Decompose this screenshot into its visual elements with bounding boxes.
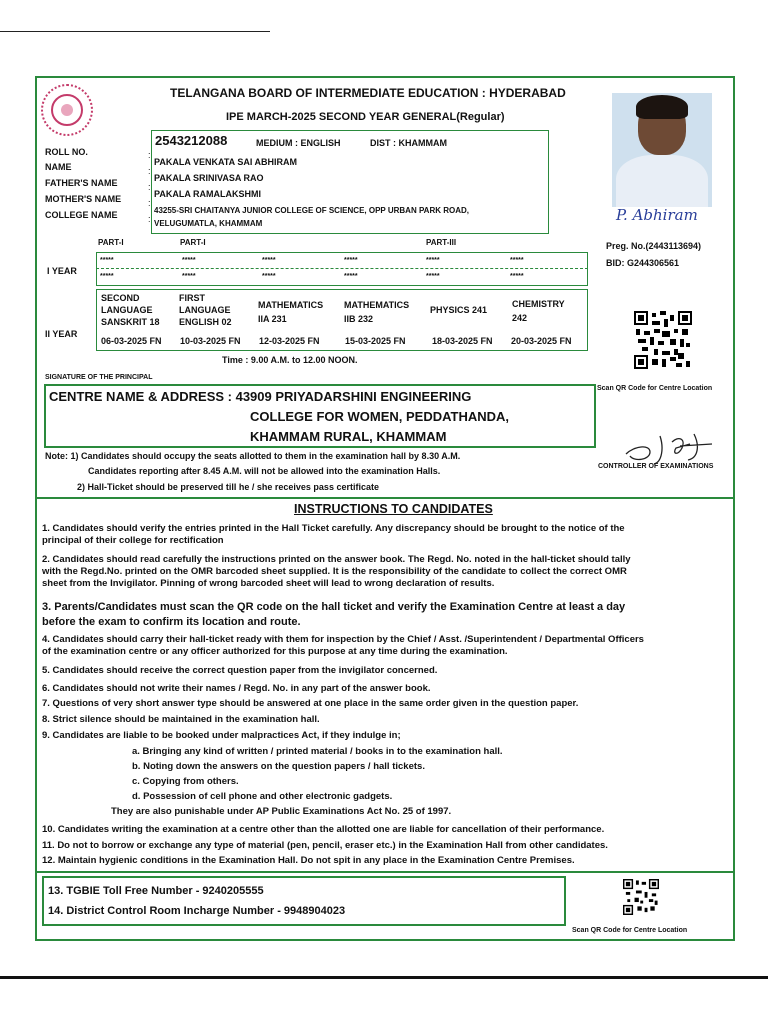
y1-cell: ***** <box>182 273 196 280</box>
subject-physics: PHYSICS 241 <box>430 305 488 315</box>
instruction-9e: They are also punishable under AP Public Examinations Act No. 25 of 1997. <box>111 806 452 817</box>
y1-cell: ***** <box>262 273 276 280</box>
section-divider <box>37 497 733 499</box>
subject-maths-iib: MATHEMATICS IIB 232 <box>344 300 410 324</box>
exam-date: 18-03-2025 FN <box>432 336 493 346</box>
controller-label: CONTROLLER OF EXAMINATIONS <box>598 463 714 470</box>
qr-code-icon[interactable] <box>623 879 659 915</box>
part-2-heading: PART-I <box>180 238 206 247</box>
subject-chemistry: CHEMISTRY 242 <box>512 299 565 323</box>
name-label: NAME <box>45 162 72 172</box>
instruction-6: 6. Candidates should not write their names / Regd. No. in any part of the answer book. <box>42 683 431 694</box>
colon-column: : : : : : <box>148 150 151 224</box>
year-2-label: II YEAR <box>45 329 78 339</box>
exam-date: 20-03-2025 FN <box>511 336 572 346</box>
candidate-signature: P. Abhiram <box>616 206 698 224</box>
part-1-heading: PART-I <box>98 238 124 247</box>
y1-cell: ***** <box>510 257 524 264</box>
scan-qr-caption: Scan QR Code for Centre Location <box>572 927 688 934</box>
year-1-label: I YEAR <box>47 266 77 276</box>
medium: MEDIUM : ENGLISH <box>256 138 341 148</box>
mother-name: PAKALA RAMALAKSHMI <box>154 189 261 199</box>
exam-title: IPE MARCH-2025 SECOND YEAR GENERAL(Regular) <box>226 111 505 123</box>
y1-cell: ***** <box>100 257 114 264</box>
instruction-9: 9. Candidates are liable to be booked under malpractices Act, if they indulge in; <box>42 730 401 741</box>
exam-date: 10-03-2025 FN <box>180 336 241 346</box>
exam-date: 06-03-2025 FN <box>101 336 162 346</box>
instruction-9c: c. Copying from others. <box>132 776 239 787</box>
father-name: PAKALA SRINIVASA RAO <box>154 173 264 183</box>
scan-qr-caption: Scan QR Code for Centre Location <box>597 385 713 392</box>
instruction-9b: b. Noting down the answers on the question papers / hall tickets. <box>132 761 425 772</box>
centre-line-1: CENTRE NAME & ADDRESS : 43909 PRIYADARSHINI ENGINEERING <box>49 389 472 404</box>
helpline-box <box>42 876 566 926</box>
college-line-2: VELUGUMATLA, KHAMMAM <box>154 219 263 228</box>
bottom-rule <box>0 976 768 979</box>
candidate-name: PAKALA VENKATA SAI ABHIRAM <box>154 157 297 167</box>
control-room-number: 14. District Control Room Incharge Number - 9948904023 <box>48 905 346 917</box>
subject-maths-iia: MATHEMATICS IIA 231 <box>258 300 324 324</box>
top-rule <box>0 31 270 32</box>
exam-date: 15-03-2025 FN <box>345 336 406 346</box>
exam-time: Time : 9.00 A.M. to 12.00 NOON. <box>222 355 358 365</box>
section-divider <box>37 871 733 873</box>
exam-date: 12-03-2025 FN <box>259 336 320 346</box>
reg-number: Preg. No.(2443113694) <box>606 241 702 251</box>
district: DIST : KHAMMAM <box>370 138 447 148</box>
y1-cell: ***** <box>510 273 524 280</box>
roll-number: 2543212088 <box>155 133 228 148</box>
qr-code-icon[interactable] <box>634 311 692 369</box>
mother-label: MOTHER'S NAME <box>45 194 122 204</box>
candidate-photo <box>612 93 712 207</box>
instruction-4: 4. Candidates should carry their hall-ticket ready with them for inspection by the Chief / Asst. /Superintendent / Departmental Officers of the examination centre or any officer authorized for this purpose at any time during the examination. <box>42 634 644 657</box>
instruction-9d: d. Possession of cell phone and other electronic gadgets. <box>132 791 393 802</box>
y1-cell: ***** <box>344 257 358 264</box>
board-title: TELANGANA BOARD OF INTERMEDIATE EDUCATION : HYDERABAD <box>170 86 566 100</box>
part-3-heading: PART-III <box>426 238 457 247</box>
y1-cell: ***** <box>426 257 440 264</box>
instruction-5: 5. Candidates should receive the correct question paper from the invigilator concerned. <box>42 665 438 676</box>
toll-free-number: 13. TGBIE Toll Free Number - 9240205555 <box>48 885 264 897</box>
subject-english: FIRST LANGUAGE ENGLISH 02 <box>179 293 232 327</box>
y1-cell: ***** <box>426 273 440 280</box>
board-logo-icon <box>41 84 93 136</box>
bid-number: BID: G244306561 <box>606 258 680 268</box>
instruction-7: 7. Questions of very short answer type should be answered at one place in the same order given in the question paper. <box>42 698 579 709</box>
instruction-9a: a. Bringing any kind of written / printed material / books in to the examination hall. <box>132 746 503 757</box>
instruction-1: 1. Candidates should verify the entries printed in the Hall Ticket carefully. Any discrepancy should be brought to the notice of the principal of their college for rectification <box>42 523 625 546</box>
father-label: FATHER'S NAME <box>45 178 118 188</box>
instruction-10: 10. Candidates writing the examination at a centre other than the allotted one are liable for cancellation of their performance. <box>42 824 605 835</box>
note-1b: Candidates reporting after 8.45 A.M. will not be allowed into the examination Halls. <box>88 466 441 476</box>
y1-cell: ***** <box>100 273 114 280</box>
centre-line-3: KHAMMAM RURAL, KHAMMAM <box>250 429 447 444</box>
controller-signature <box>620 428 718 468</box>
centre-line-2: COLLEGE FOR WOMEN, PEDDATHANDA, <box>250 409 510 424</box>
instruction-12: 12. Maintain hygienic conditions in the Examination Hall. Do not spit in any place in the Examination Centre Premises. <box>42 855 575 866</box>
y1-cell: ***** <box>182 257 196 264</box>
instruction-8: 8. Strict silence should be maintained in the examination hall. <box>42 714 320 725</box>
instruction-11: 11. Do not to borrow or exchange any type of material (pen, pencil, eraser etc.) in the Examination Hall from other candidates. <box>42 840 608 851</box>
year-1-divider <box>96 268 588 269</box>
y1-cell: ***** <box>262 257 276 264</box>
instruction-3: 3. Parents/Candidates must scan the QR code on the hall ticket and verify the Examination Centre at least a day before the exam to confirm its location and route. <box>42 601 626 628</box>
subject-sanskrit: SECOND LANGUAGE SANSKRIT 18 <box>101 293 160 327</box>
y1-cell: ***** <box>344 273 358 280</box>
college-label: COLLEGE NAME <box>45 210 118 220</box>
note-2: 2) Hall-Ticket should be preserved till he / she receives pass certificate <box>77 482 379 492</box>
instruction-2: 2. Candidates should read carefully the instructions printed on the answer book. The Regd. No. noted in the hall-ticket should tally with the Regd.No. printed on the OMR barcoded sheet supplied. It is the responsibility of the candidate to collect the correct OMR sheet from the Invigilator. Pinning of wrong barcoded sheet will lead to wrong declaration of results. <box>42 554 631 589</box>
instructions-title: INSTRUCTIONS TO CANDIDATES <box>294 502 493 516</box>
principal-signature-label: SIGNATURE OF THE PRINCIPAL <box>45 374 153 381</box>
roll-label: ROLL NO. <box>45 147 88 157</box>
college-line-1: 43255-SRI CHAITANYA JUNIOR COLLEGE OF SCIENCE, OPP URBAN PARK ROAD, <box>154 206 470 215</box>
note-1a: Note: 1) Candidates should occupy the seats allotted to them in the examination hall by 8.30 A.M. <box>45 451 461 461</box>
